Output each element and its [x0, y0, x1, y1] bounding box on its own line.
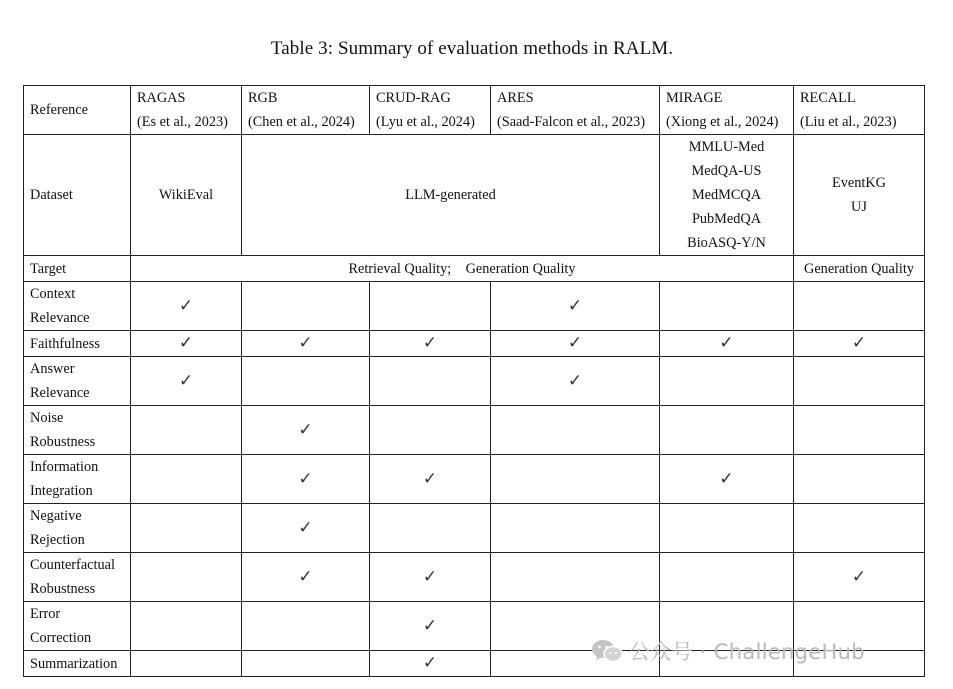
- method-name: MIRAGE: [666, 90, 723, 106]
- dataset-name: MedQA-US: [691, 163, 762, 179]
- metric-cell-ragas: [131, 553, 242, 602]
- target-text: Generation Quality: [804, 260, 914, 277]
- metric-cell-rgb: [242, 602, 370, 651]
- metric-cell-ares: [491, 504, 660, 553]
- metric-cell-ares: [491, 553, 660, 602]
- header-row: [24, 86, 925, 135]
- metric-row: [24, 406, 925, 455]
- column-header-crud-rag: [370, 86, 491, 135]
- dataset-name: MedMCQA: [691, 187, 762, 203]
- metric-label-line: Summarization: [30, 655, 118, 672]
- dataset-recall: [794, 135, 925, 256]
- metric-cell-rgb: [242, 455, 370, 504]
- metric-row: [24, 331, 925, 357]
- metric-cell-mirage: [660, 331, 794, 357]
- method-citation: (Liu et al., 2023): [800, 114, 897, 130]
- check-mark-icon: ✓: [851, 566, 867, 587]
- check-mark-icon: ✓: [298, 468, 313, 489]
- row-label-target: [24, 256, 131, 282]
- check-mark-icon: ✓: [178, 333, 194, 353]
- table-caption: Table 3: Summary of evaluation methods in RALM.: [270, 38, 674, 59]
- dataset-name: BioASQ-Y/N: [687, 235, 766, 251]
- metric-cell-crud-rag: [370, 282, 491, 331]
- check-mark-icon: ✓: [422, 566, 438, 587]
- metric-cell-recall: [794, 331, 925, 357]
- check-mark-icon: ✓: [719, 468, 734, 489]
- column-header-recall: [794, 86, 925, 135]
- metric-label-line: Negative: [30, 508, 82, 524]
- metric-label: [24, 331, 131, 357]
- metric-cell-crud-rag: [370, 455, 491, 504]
- metric-cell-ares: [491, 331, 660, 357]
- method-citation: (Chen et al., 2024): [248, 114, 355, 130]
- watermark: [591, 636, 865, 666]
- metric-label: [24, 553, 131, 602]
- metric-cell-crud-rag: [370, 331, 491, 357]
- metric-label-line: Integration: [30, 483, 93, 499]
- metric-cell-mirage: [660, 504, 794, 553]
- target-recall: [794, 256, 925, 282]
- metric-label: [24, 651, 131, 677]
- metric-cell-ares: [491, 406, 660, 455]
- method-name: RAGAS: [137, 90, 186, 106]
- metric-cell-ragas: [131, 331, 242, 357]
- row-label-reference: [24, 86, 131, 135]
- wechat-icon: [591, 638, 623, 664]
- metric-cell-ragas: [131, 504, 242, 553]
- check-mark-icon: ✓: [567, 370, 583, 391]
- metric-label: [24, 282, 131, 331]
- dataset-name: PubMedQA: [691, 211, 762, 227]
- check-mark-icon: ✓: [298, 419, 313, 440]
- metric-cell-rgb: [242, 282, 370, 331]
- check-mark-icon: ✓: [298, 517, 313, 538]
- dataset-name: UJ: [851, 199, 867, 215]
- metric-cell-mirage: [660, 455, 794, 504]
- target-row: [24, 256, 925, 282]
- method-name: RGB: [248, 90, 278, 106]
- metric-label: [24, 602, 131, 651]
- metric-cell-mirage: [660, 282, 794, 331]
- check-mark-icon: ✓: [567, 333, 583, 353]
- metric-label: [24, 406, 131, 455]
- metric-label-line: Rejection: [30, 532, 85, 548]
- metric-cell-recall: [794, 504, 925, 553]
- metric-cell-rgb: [242, 331, 370, 357]
- metric-label-line: Noise: [30, 410, 64, 426]
- metric-row: [24, 553, 925, 602]
- dataset-llm-generated: [242, 135, 660, 256]
- metric-label-line: Robustness: [30, 434, 96, 450]
- method-name: CRUD-RAG: [376, 90, 451, 106]
- metric-label: [24, 455, 131, 504]
- metric-label-line: Robustness: [30, 581, 96, 597]
- metric-label-line: Error: [30, 606, 61, 622]
- dataset-name: MMLU-Med: [688, 139, 765, 155]
- metric-cell-rgb: [242, 651, 370, 677]
- column-header-mirage: [660, 86, 794, 135]
- table-body: [24, 86, 925, 677]
- metric-cell-rgb: [242, 504, 370, 553]
- row-label-text: Dataset: [30, 187, 73, 203]
- column-header-ares: [491, 86, 660, 135]
- metric-cell-mirage: [660, 357, 794, 406]
- dataset-mirage: [660, 135, 794, 256]
- metric-cell-mirage: [660, 406, 794, 455]
- evaluation-methods-table: [23, 85, 925, 677]
- dataset-name: WikiEval: [158, 187, 214, 203]
- metric-label-line: Relevance: [30, 385, 90, 401]
- method-name: ARES: [497, 90, 534, 106]
- metric-cell-recall: [794, 357, 925, 406]
- metric-label-line: Counterfactual: [30, 557, 115, 573]
- check-mark-icon: ✓: [567, 295, 583, 316]
- dataset-name: EventKG: [832, 175, 886, 191]
- method-citation: (Lyu et al., 2024): [376, 114, 475, 130]
- check-mark-icon: ✓: [178, 370, 194, 391]
- check-mark-icon: ✓: [298, 566, 313, 587]
- metric-label: [24, 504, 131, 553]
- check-mark-icon: ✓: [719, 333, 734, 353]
- metric-cell-crud-rag: [370, 357, 491, 406]
- metric-cell-ragas: [131, 406, 242, 455]
- metric-cell-ares: [491, 455, 660, 504]
- method-citation: (Saad-Falcon et al., 2023): [497, 114, 646, 130]
- check-mark-icon: ✓: [422, 615, 438, 636]
- metric-cell-rgb: [242, 553, 370, 602]
- metric-label: [24, 357, 131, 406]
- metric-label-line: Faithfulness: [30, 335, 100, 352]
- check-mark-icon: ✓: [422, 468, 438, 489]
- metric-cell-ragas: [131, 455, 242, 504]
- column-header-rgb: [242, 86, 370, 135]
- metric-cell-crud-rag: [370, 504, 491, 553]
- metric-cell-ragas: [131, 651, 242, 677]
- check-mark-icon: ✓: [422, 333, 438, 353]
- dataset-row: [24, 135, 925, 256]
- metric-cell-crud-rag: [370, 553, 491, 602]
- row-label-dataset: [24, 135, 131, 256]
- metric-cell-recall: [794, 553, 925, 602]
- metric-cell-recall: [794, 406, 925, 455]
- metric-cell-ragas: [131, 357, 242, 406]
- metric-cell-ares: [491, 282, 660, 331]
- metric-cell-crud-rag: [370, 651, 491, 677]
- metric-cell-crud-rag: [370, 602, 491, 651]
- check-mark-icon: ✓: [422, 653, 438, 673]
- metric-label-line: Context: [30, 286, 76, 302]
- metric-label-line: Relevance: [30, 310, 90, 326]
- target-main: [131, 256, 794, 282]
- target-text: Retrieval Quality; Generation Quality: [348, 260, 576, 277]
- metric-label-line: Answer: [30, 361, 75, 377]
- metric-cell-recall: [794, 455, 925, 504]
- method-name: RECALL: [800, 90, 856, 106]
- metric-cell-ragas: [131, 282, 242, 331]
- metric-cell-mirage: [660, 553, 794, 602]
- check-mark-icon: ✓: [851, 333, 867, 353]
- metric-row: [24, 282, 925, 331]
- column-header-ragas: [131, 86, 242, 135]
- row-label-text: Target: [30, 260, 67, 277]
- metric-cell-rgb: [242, 357, 370, 406]
- metric-cell-rgb: [242, 406, 370, 455]
- check-mark-icon: ✓: [298, 333, 313, 353]
- metric-label-line: Correction: [30, 630, 92, 646]
- method-citation: (Xiong et al., 2024): [666, 114, 779, 130]
- metric-cell-crud-rag: [370, 406, 491, 455]
- check-mark-icon: ✓: [178, 295, 194, 316]
- metric-cell-ares: [491, 357, 660, 406]
- metric-row: [24, 455, 925, 504]
- metric-label-line: Information: [30, 459, 99, 475]
- metric-cell-ragas: [131, 602, 242, 651]
- metric-cell-recall: [794, 282, 925, 331]
- metric-row: [24, 357, 925, 406]
- method-citation: (Es et al., 2023): [137, 114, 228, 130]
- row-label-text: Reference: [30, 102, 88, 118]
- metric-row: [24, 504, 925, 553]
- dataset-name: LLM-generated: [405, 187, 496, 203]
- watermark-text: 公众号 · ChallengeHub: [629, 640, 865, 664]
- dataset-ragas: [131, 135, 242, 256]
